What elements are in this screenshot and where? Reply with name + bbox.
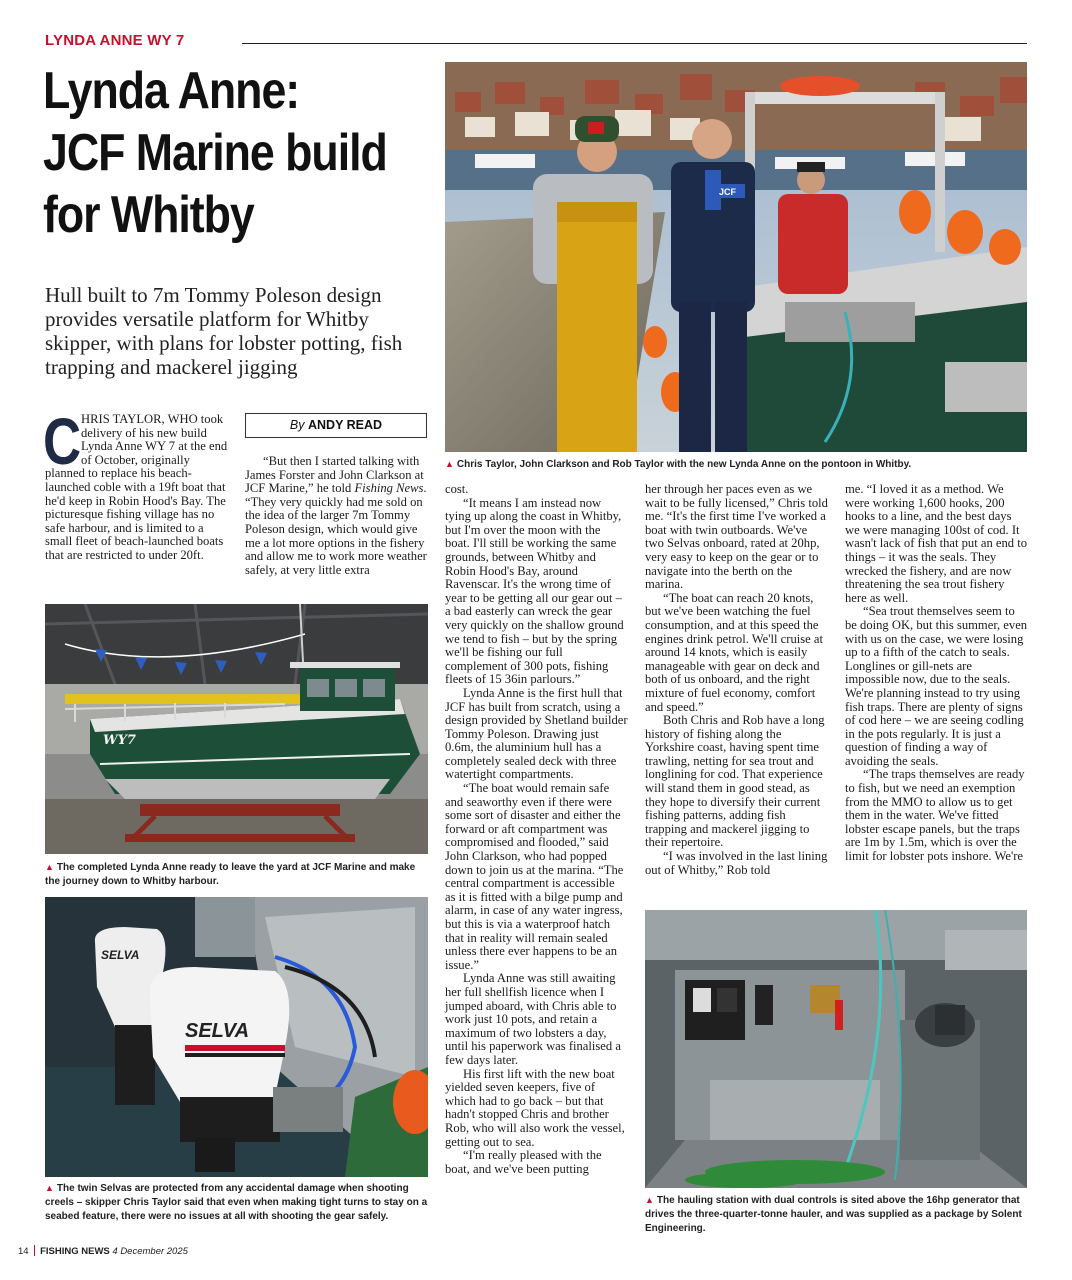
col3-paragraph-3: “The boat would remain safe and seaworthy even if there were some sort of disaster and either the forward or aft compartment was compromised and flooded,” said John Clarkson, who had popped down to join us at the marina. “The central compartment is accessible as it is fitted with a bilge pump and alarm, in case of any water ingress, but this is via a waterproof hatch that in reality will remain sealed unless there ever happens to be an issue.” (445, 781, 624, 972)
body-column-4 (645, 483, 828, 877)
caption-engines (45, 1181, 428, 1224)
photo-twin-selvas (45, 897, 428, 1177)
caption-arrow-icon: ▲ (45, 1183, 54, 1193)
photo-crew-on-pontoon (445, 62, 1027, 452)
col2-text-b: . “They very quickly had me sold on the idea of the larger 7m Tommy Poleson design, which would give me a lot more options in the fishery and allow me to work more weather safely, at very little extra (245, 481, 427, 577)
caption-arrow-icon: ▲ (45, 862, 54, 872)
col2-paragraph-1 (245, 455, 428, 577)
col4-paragraph-3: Both Chris and Rob have a long history of fishing along the Yorkshire coast, having spent time trawling, netting for sea trout and longlining for cod. That experience will stand them in good stead, as they hope to diversify their current fishing patterns, adding fish trapping and mackerel jigging to their repertoire. (645, 713, 825, 850)
jcf-logo-text: JCF (719, 187, 737, 197)
page-number: 14 (18, 1246, 29, 1257)
byline (245, 413, 427, 438)
kicker-rule (242, 43, 1027, 44)
col3-paragraph-2: Lynda Anne is the first hull that JCF has built from scratch, using a design provided by Shetland builder Tommy Poleson. Drawing just 0.6m, the aluminium hull has a completely sealed deck with three watertight compartments. (445, 685, 628, 782)
standfirst: Hull built to 7m Tommy Poleson design provides versatile platform for Whitby skipper, with plans for lobster potting, fish trapping and mackerel jigging (45, 283, 403, 379)
headline (43, 60, 387, 246)
headline-line-2: JCF Marine build (43, 124, 387, 182)
selva-brand-back: SELVA (101, 948, 140, 962)
col3-paragraph-1: “It means I am instead now tying up along the coast in Whitby, but I'm over the moon with the boat. I'll still be working the same grounds, between Whitby and Robin Hood's Bay, around Ravenscar. It's the wrong time of year to be getting all our gear out – a bad easterly can wreck the gear very quickly on the shallow ground we tend to fish – but by the spring we'll be fishing our full complement of 300 pots, fishing fleets of 15 36in parlours.” (445, 495, 624, 687)
col5-paragraph-1: me. “I loved it as a method. We were working 1,600 hooks, 200 hooks to a line, and the best days we were managing 100st of cod. It wasn't lack of fish that put an end to things – it was the seals. They wrecked the fishery, and are now threatening the sea trout fishery here as well. (845, 482, 1028, 605)
col4-paragraph-2: “The boat can reach 20 knots, but we've been watching the fuel consumption, and at this speed the engines drink petrol. We'll cruise at around 14 knots, which is easily manageable with gear on deck and both of us onboard, and the right mixture of fuel economy, comfort and speed.” (645, 590, 823, 714)
col3-paragraph-5: His first lift with the new boat yielded seven keepers, five of which had to go back – but that hadn't stopped Chris and brother Rob, who will also work the vessel, getting out to sea. (445, 1066, 625, 1149)
caption-arrow-icon: ▲ (645, 1195, 654, 1205)
body-column-1 (43, 404, 230, 563)
col1-paragraph-1: HRIS TAYLOR, WHO took delivery of his new build Lynda Anne WY 7 at the end of October, originally planned to replace his beach-launched coble with a 19ft boat that he'd keep in Robin Hood's Bay. The picturesque fishing village has no safe harbour, and is limited to a small fleet of beach-launched boats that are restricted to under 20ft. (45, 412, 228, 562)
hull-registration: WY7 (103, 733, 136, 748)
caption-engines-text: The twin Selvas are protected from any accidental damage when shooting creels – skipper Chris Taylor said that even when making tight turns to stay on a seabed feature, there were no issues at all with shooting the gear safely. (45, 1183, 428, 1222)
byline-prefix: By (289, 418, 305, 432)
publication-name: FISHING NEWS (40, 1246, 110, 1257)
caption-hauler (645, 1193, 1027, 1236)
byline-author: ANDY READ (307, 418, 383, 432)
col2-text-a: “But then I started talking with James Forster and John Clarkson at JCF Marine,” he told (245, 454, 424, 496)
drop-cap: C (43, 404, 82, 478)
selva-brand-front: SELVA (185, 1020, 250, 1042)
body-column-2 (245, 455, 428, 577)
issue-date: 4 December 2025 (112, 1246, 188, 1257)
photo-boat-in-yard (45, 604, 428, 854)
col2-publication-name: Fishing News (354, 481, 424, 496)
headline-line-1: Lynda Anne: (43, 62, 300, 120)
col5-paragraph-3: “The traps themselves are ready to fish, but we need an exemption from the MMO to allow us to get them in the water. We've fitted lobster escape panels, but the traps are 1m by 1.5m, which is over the limit for lobster pots inshore. We're (845, 767, 1025, 864)
body-column-3 (445, 483, 628, 1176)
col4-paragraph-1: her through her paces even as we wait to be fully licensed,” Chris told me. “It's the first time I've worked a boat with twin outboards. We've two Selvas onboard, rated at 20hp, very easy to keep on the gear or to navigate into the berth on the marina. (645, 482, 828, 592)
headline-line-3: for Whitby (43, 186, 254, 244)
col4-paragraph-4: “I was involved in the last lining out of Whitby,” Rob told (645, 849, 828, 877)
section-kicker: LYNDA ANNE WY 7 (45, 32, 185, 49)
caption-hauler-text: The hauling station with dual controls is sited above the 16hp generator that drives the three-quarter-tonne hauler, and was supplied as a package by Solent Engineering. (645, 1195, 1022, 1234)
body-column-5 (845, 483, 1028, 864)
photo-hauling-station (645, 910, 1027, 1188)
caption-crew (445, 457, 1027, 472)
col3-paragraph-4: Lynda Anne was still awaiting her full shellfish licence when I jumped aboard, with Chris able to work just 10 pots, and retain a maximum of two lobsters a day, until his paperwork was finalised a few days later. (445, 971, 621, 1067)
folio-divider (34, 1245, 36, 1256)
caption-boat-text: The completed Lynda Anne ready to leave the yard at JCF Marine and make the journey down to Whitby harbour. (45, 862, 416, 887)
col3-paragraph-0: cost. (445, 482, 469, 496)
caption-boat (45, 860, 428, 889)
caption-crew-text: Chris Taylor, John Clarkson and Rob Taylor with the new Lynda Anne on the pontoon in Whitby. (456, 459, 912, 470)
col5-paragraph-2: “Sea trout themselves seem to be doing OK, but this summer, even with us on the case, we were losing up to a fifth of the catch to seals. Longlines or gill-nets are impossible now, due to the seals. We're planning instead to try using fish traps. There are plenty of signs of cod here – we are seeing codling in the pots regularly. It is just a question of finding a way of avoiding the seals. (845, 604, 1028, 768)
caption-arrow-icon: ▲ (445, 459, 454, 469)
col3-paragraph-6: “I'm really pleased with the boat, and we've been putting (445, 1148, 602, 1176)
page-folio (18, 1245, 188, 1257)
